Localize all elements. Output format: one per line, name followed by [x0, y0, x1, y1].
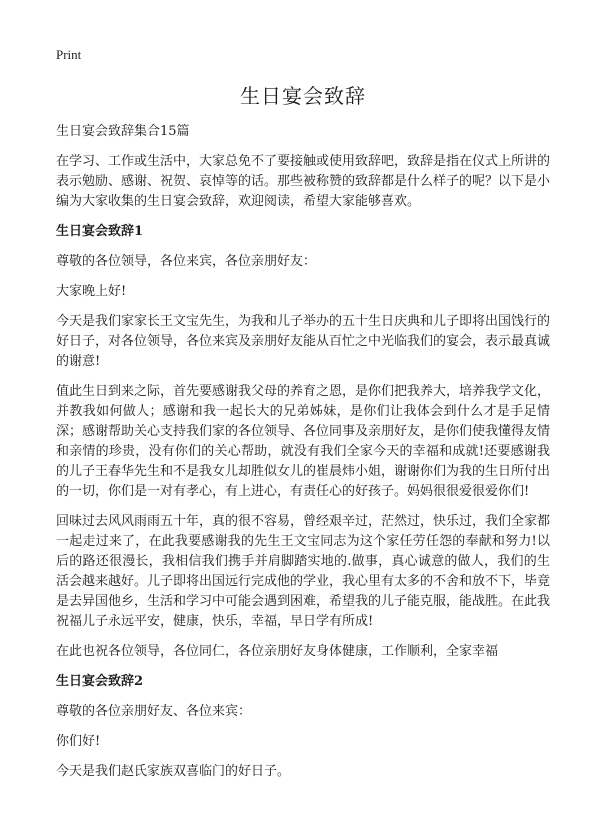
section-heading-1: 生日宴会致辞1 — [56, 224, 144, 239]
paragraph: 回味过去风风雨雨五十年，真的很不容易，曾经艰辛过，茫然过，快乐过，我们全家都一起走过来了，在此我要感谢我的先生王文宝同志为这个家任劳任怨的奉献和努力!以后的路还很漫长，我相信我们携手并肩脚踏实地的.做事，真心诚意的做人，我们的生活会越来越好。儿子即将出国远行完成他的学业，我心里有太多的不舍和放不下，毕竟是去异国他乡，生活和学习中可能会遇到困难，希望我的儿子能克服，能战胜。在此我祝福儿子永远平安，健康，快乐，幸福，早日学有所成! — [56, 514, 551, 629]
page-title: 生日宴会致辞 — [240, 84, 366, 108]
paragraph: 尊敬的各位领导，各位来宾，各位亲朋好友： — [56, 254, 317, 269]
paragraph: 今天是我们家家长王文宝先生，为我和儿子举办的五十生日庆典和儿子即将出国饯行的好日子，对各位领导，各位来宾及亲朋好友能从百忙之中光临我们的宴会，表示最真诚的谢意! — [56, 314, 551, 369]
intro-paragraph: 在学习、工作或生活中，大家总免不了要接触或使用致辞吧，致辞是指在仪式上所讲的表示勉励、感谢、祝贺、哀悼等的话。那些被称赞的致辞都是什么样子的呢？以下是小编为大家收集的生日宴会致辞，欢迎阅读，希望大家能够喜欢。 — [56, 154, 551, 209]
paragraph: 大家晚上好! — [56, 284, 127, 299]
document-body — [56, 122, 550, 792]
paragraph: 值此生日到来之际，首先要感谢我父母的养育之恩，是你们把我养大，培养我学文化，并教我如何做人；感谢和我一起长大的兄弟姊妹，是你们让我体会到什么才是手足情深；感谢帮助关心支持我们家的各位领导、各位同事及亲朋好友，是你们使我懂得友情和亲情的珍贵，没有你们的关心帮助，就没有我们全家今天的幸福和成就!还要感谢我的儿子王春华先生和不是我女儿却胜似女儿的崔晨炜小姐，谢谢你们为我的生日所付出的一切，你们是一对有孝心，有上进心，有责任心的好孩子。妈妈很很爱很爱你们! — [56, 384, 551, 499]
print-link[interactable]: Print — [56, 47, 82, 62]
paragraph: 你们好! — [56, 734, 101, 749]
section-heading-2: 生日宴会致辞2 — [56, 674, 144, 689]
subtitle: 生日宴会致辞集合15篇 — [56, 124, 190, 139]
paragraph: 在此也祝各位领导，各位同仁，各位亲朋好友身体健康，工作顺利，全家幸福 — [56, 644, 499, 659]
paragraph: 今天是我们赵氏家族双喜临门的好日子。 — [56, 764, 291, 779]
paragraph: 尊敬的各位亲朋好友、各位来宾： — [56, 704, 252, 719]
